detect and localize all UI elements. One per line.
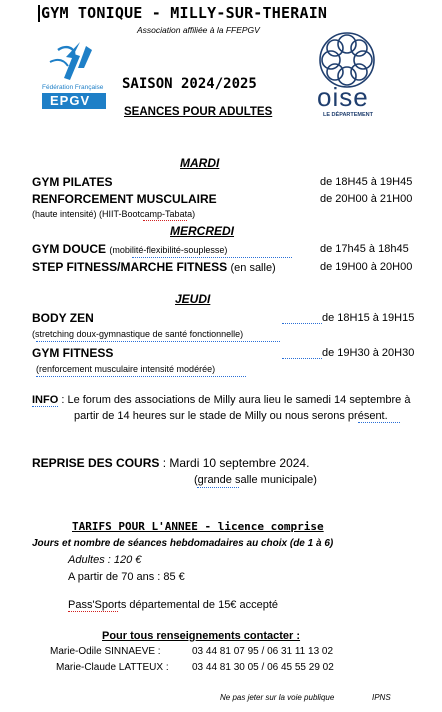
class-fitness-name: GYM FITNESS — [32, 346, 114, 360]
spell-mark — [143, 219, 187, 221]
class-step-time: de 19H00 à 20H00 — [320, 261, 413, 273]
contact-1-phones: 03 44 81 07 95 / 06 31 11 13 02 — [192, 646, 334, 657]
epgv-caption-small: Fédération Française — [42, 84, 104, 91]
tarif-adults: Adultes : 120 € — [68, 554, 142, 566]
info-line-2: partir de 14 heures sur le stade de Milly ou nous serons présent. — [74, 410, 388, 422]
page-title: GYM TONIQUE - MILLY-SUR-THERAIN — [41, 4, 328, 22]
contact-2-phones: 03 44 81 30 05 / 06 45 55 29 02 — [192, 662, 334, 673]
reprise-label: REPRISE DES COURS — [32, 456, 160, 470]
spell-mark — [282, 357, 322, 359]
class-douce-time: de 17h45 à 18h45 — [320, 243, 409, 255]
class-douce-name — [32, 242, 227, 256]
spell-mark — [36, 340, 280, 342]
footer-notice: Ne pas jeter sur la voie publique — [220, 693, 335, 702]
day-mardi: MARDI — [180, 156, 220, 170]
reprise-place: (grande salle municipale) — [194, 474, 317, 486]
class-step-name — [32, 260, 276, 274]
oise-caption: LE DÉPARTEMENT — [323, 112, 374, 118]
contact-heading: Pour tous renseignements contacter : — [102, 630, 301, 642]
info-label: INFO — [32, 394, 59, 406]
affiliation-subtitle: Association affiliée à la FFEPGV — [137, 25, 260, 35]
epgv-figure-icon — [40, 40, 108, 84]
contact-2-name: Marie-Claude LATTEUX : — [56, 662, 169, 673]
epgv-logo — [40, 40, 108, 110]
spell-mark — [282, 322, 322, 324]
class-renfo-note: (haute intensité) (HIIT-Bootcamp-Tabata) — [32, 209, 196, 219]
epgv-caption-big: EPGV — [50, 93, 91, 108]
info-text-1: : Le forum des associations de Milly aura lieu le samedi 14 septembre à — [58, 394, 411, 406]
contact-1-name: Marie-Odile SINNAEVE : — [50, 646, 161, 657]
class-pilates-name: GYM PILATES — [32, 175, 113, 189]
class-renfo-name: RENFORCEMENT MUSCULAIRE — [32, 192, 217, 206]
class-douce-label: GYM DOUCE — [32, 242, 107, 256]
oise-word: oise — [317, 82, 369, 112]
oise-logo — [313, 30, 381, 120]
class-fitness-time: de 19H30 à 20H30 — [322, 347, 415, 359]
tarifs-subheading: Jours et nombre de séances hebdomadaires au choix (de 1 à 6) — [32, 538, 334, 549]
class-pilates-time: de 18H45 à 19H45 — [320, 176, 413, 188]
reprise-date: : Mardi 10 septembre 2024. — [159, 456, 310, 470]
oise-emblem-icon — [313, 30, 381, 90]
info-line-1 — [32, 394, 410, 406]
tarifs-heading: TARIFS POUR L'ANNEE - licence comprise — [72, 520, 324, 533]
pass-sports: Pass'Sports départemental de 15€ accepté — [68, 599, 279, 611]
spell-mark — [68, 610, 118, 612]
class-step-detail: (en salle) — [230, 262, 276, 274]
day-jeudi: JEUDI — [175, 292, 211, 306]
class-douce-detail: (mobilité-flexibilité-souplesse) — [109, 245, 228, 255]
spell-mark — [32, 405, 58, 407]
day-mercredi: MERCREDI — [170, 224, 235, 238]
spell-mark — [197, 486, 239, 488]
class-step-label: STEP FITNESS/MARCHE FITNESS — [32, 260, 228, 274]
class-zen-time: de 18H15 à 19H15 — [322, 312, 415, 324]
class-zen-note: (stretching doux-gymnastique de santé fonctionnelle) — [32, 329, 244, 339]
header-left-bar — [38, 5, 40, 22]
spell-mark — [358, 421, 400, 423]
class-fitness-note: (renforcement musculaire intensité modérée) — [36, 364, 216, 374]
season-title: SAISON 2024/2025 — [122, 76, 257, 92]
spell-mark — [36, 375, 246, 377]
spell-mark — [132, 256, 292, 258]
class-renfo-time: de 20H00 à 21H00 — [320, 193, 413, 205]
sessions-heading: SEANCES POUR ADULTES — [124, 106, 273, 118]
class-zen-name: BODY ZEN — [32, 311, 94, 325]
tarif-seniors: A partir de 70 ans : 85 € — [68, 571, 185, 583]
footer-printer: IPNS — [372, 693, 391, 702]
reprise-line — [32, 456, 309, 470]
